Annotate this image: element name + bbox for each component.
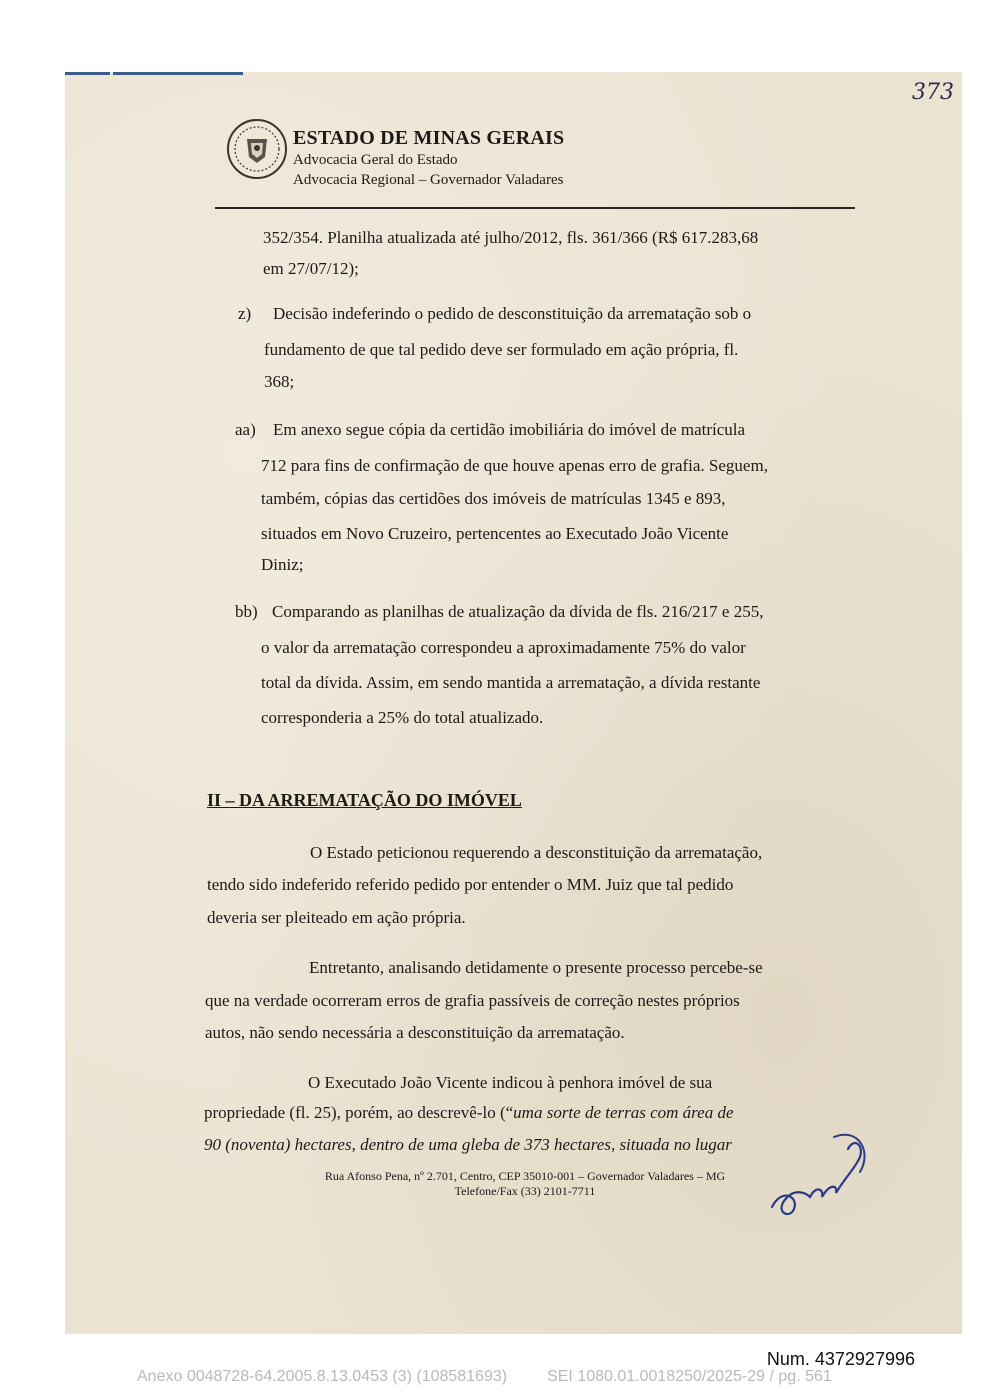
text-line: total da dívida. Assim, em sendo mantida a arrematação, a dívida restante: [261, 673, 761, 692]
text-line: o valor da arrematação correspondeu a aproximadamente 75% do valor: [261, 638, 746, 657]
letterhead-line-2: Advocacia Regional – Governador Valadares: [293, 172, 564, 188]
list-item-label: z): [238, 304, 252, 323]
header-divider: [215, 207, 855, 209]
scan-edge-mark: [113, 72, 243, 75]
scanned-page: [65, 72, 962, 1334]
text-line: deveria ser pleiteado em ação própria.: [207, 908, 466, 927]
text-line: 712 para fins de confirmação de que houve apenas erro de grafia. Seguem,: [261, 456, 768, 475]
footer-phone: Telefone/Fax (33) 2101-7711: [454, 1184, 596, 1198]
section-heading: II – DA ARREMATAÇÃO DO IMÓVEL: [207, 790, 522, 810]
text-line: Decisão indeferindo o pedido de desconstituição da arrematação sob o: [273, 304, 752, 323]
state-seal-icon: [225, 117, 289, 181]
text-line: 368;: [264, 372, 295, 391]
letterhead-line-1: Advocacia Geral do Estado: [293, 152, 458, 168]
text-line: O Estado peticionou requerendo a desconstituição da arrematação,: [310, 843, 763, 862]
text-line: também, cópias das certidões dos imóveis de matrículas 1345 e 893,: [261, 489, 726, 508]
text-line: tendo sido indeferido referido pedido por entender o MM. Juiz que tal pedido: [207, 875, 734, 894]
text-line: Diniz;: [261, 555, 304, 574]
quoted-text-span: uma sorte de terras com área de: [513, 1103, 734, 1122]
text-line: autos, não sendo necessária a desconstituição da arrematação.: [205, 1023, 625, 1042]
footer-address: Rua Afonso Pena, nº 2.701, Centro, CEP 35010-001 – Governador Valadares – MG: [324, 1169, 726, 1183]
text-line: Comparando as planilhas de atualização da dívida de fls. 216/217 e 255,: [272, 602, 764, 621]
list-item-label: aa): [235, 420, 256, 439]
text-span: propriedade (fl. 25), porém, ao descrevê-lo (“: [204, 1103, 514, 1122]
text-line: situados em Novo Cruzeiro, pertencentes ao Executado João Vicente: [261, 524, 729, 543]
quoted-text-line: 90 (noventa) hectares, dentro de uma gleba de 373 hectares, situada no lugar: [204, 1135, 732, 1154]
text-line: O Executado João Vicente indicou à penhora imóvel de sua: [308, 1073, 713, 1092]
list-item-label: bb): [235, 602, 258, 621]
scan-edge-mark: [65, 72, 110, 75]
handwritten-page-number: 373: [912, 80, 954, 105]
text-line: fundamento de que tal pedido deve ser formulado em ação própria, fl.: [264, 340, 739, 359]
text-line: Entretanto, analisando detidamente o presente processo percebe-se: [309, 958, 763, 977]
letterhead: [293, 127, 564, 190]
text-line: que na verdade ocorreram erros de grafia passíveis de correção nestes próprios: [205, 991, 740, 1010]
text-line: em 27/07/12);: [263, 259, 359, 278]
text-line: Em anexo segue cópia da certidão imobiliária do imóvel de matrícula: [273, 420, 746, 439]
text-line: corresponderia a 25% do total atualizado.: [261, 708, 544, 727]
text-line: 352/354. Planilha atualizada até julho/2012, fls. 361/366 (R$ 617.283,68: [263, 228, 759, 247]
text-line: [204, 1097, 734, 1129]
letterhead-title: ESTADO DE MINAS GERAIS: [293, 127, 565, 149]
annex-reference: Anexo 0048728-64.2005.8.13.0453 (3) (108581693) SEI 1080.01.0018250/2025-29 / pg. 561: [137, 1368, 832, 1385]
handwritten-signature-icon: [764, 1127, 874, 1222]
document-number: Num. 4372927996: [766, 1349, 915, 1369]
